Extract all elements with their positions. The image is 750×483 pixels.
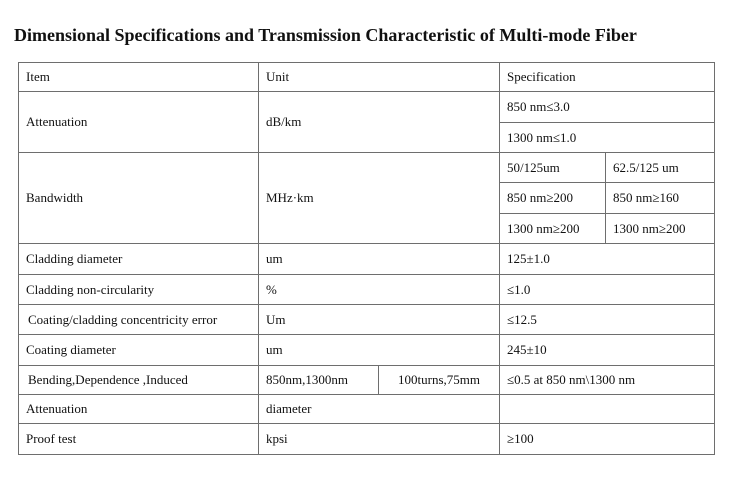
bending-spec: ≤0.5 at 850 nm\1300 nm xyxy=(500,366,715,395)
bending-item: Bending,Dependence ,Induced xyxy=(19,366,259,395)
attenuation-item: Attenuation xyxy=(19,92,259,153)
table-row xyxy=(19,335,715,366)
bandwidth-62-1300: 1300 nm≥200 xyxy=(606,214,715,244)
bending-turns: 100turns,75mm xyxy=(379,366,500,395)
bandwidth-item: Bandwidth xyxy=(19,153,259,244)
table-row xyxy=(19,244,715,275)
cladding-noncircularity-spec: ≤1.0 xyxy=(500,275,715,305)
concentricity-item: Coating/cladding concentricity error xyxy=(19,305,259,335)
table-header-row xyxy=(19,63,715,92)
specification-table xyxy=(18,62,715,455)
proof-test-spec: ≥100 xyxy=(500,424,715,455)
attenuation2-spec xyxy=(500,395,715,424)
cladding-noncircularity-item: Cladding non-circularity xyxy=(19,275,259,305)
coating-diameter-item: Coating diameter xyxy=(19,335,259,366)
cladding-diameter-unit: um xyxy=(259,244,500,275)
bending-wavelengths: 850nm,1300nm xyxy=(259,366,379,395)
page-title: Dimensional Specifications and Transmission Characteristic of Multi-mode Fiber xyxy=(14,25,637,45)
concentricity-unit: Um xyxy=(259,305,500,335)
table-row xyxy=(19,92,715,123)
concentricity-spec: ≤12.5 xyxy=(500,305,715,335)
table-row xyxy=(19,366,715,395)
table-row xyxy=(19,153,715,183)
attenuation2-item: Attenuation xyxy=(19,395,259,424)
header-item: Item xyxy=(19,63,259,92)
table-row xyxy=(19,305,715,335)
header-specification: Specification xyxy=(500,63,715,92)
attenuation2-unit: diameter xyxy=(259,395,500,424)
table-row xyxy=(19,424,715,455)
cladding-diameter-spec: 125±1.0 xyxy=(500,244,715,275)
proof-test-item: Proof test xyxy=(19,424,259,455)
table-row xyxy=(19,275,715,305)
bandwidth-unit: MHz·km xyxy=(259,153,500,244)
table-row xyxy=(19,395,715,424)
coating-diameter-spec: 245±10 xyxy=(500,335,715,366)
header-unit: Unit xyxy=(259,63,500,92)
bandwidth-fiber-62: 62.5/125 um xyxy=(606,153,715,183)
bandwidth-62-850: 850 nm≥160 xyxy=(606,183,715,214)
attenuation-spec-1300: 1300 nm≤1.0 xyxy=(500,123,715,153)
attenuation-unit: dB/km xyxy=(259,92,500,153)
bandwidth-50-1300: 1300 nm≥200 xyxy=(500,214,606,244)
attenuation-spec-850: 850 nm≤3.0 xyxy=(500,92,715,123)
bandwidth-50-850: 850 nm≥200 xyxy=(500,183,606,214)
bandwidth-fiber-50: 50/125um xyxy=(500,153,606,183)
cladding-diameter-item: Cladding diameter xyxy=(19,244,259,275)
coating-diameter-unit: um xyxy=(259,335,500,366)
proof-test-unit: kpsi xyxy=(259,424,500,455)
cladding-noncircularity-unit: % xyxy=(259,275,500,305)
